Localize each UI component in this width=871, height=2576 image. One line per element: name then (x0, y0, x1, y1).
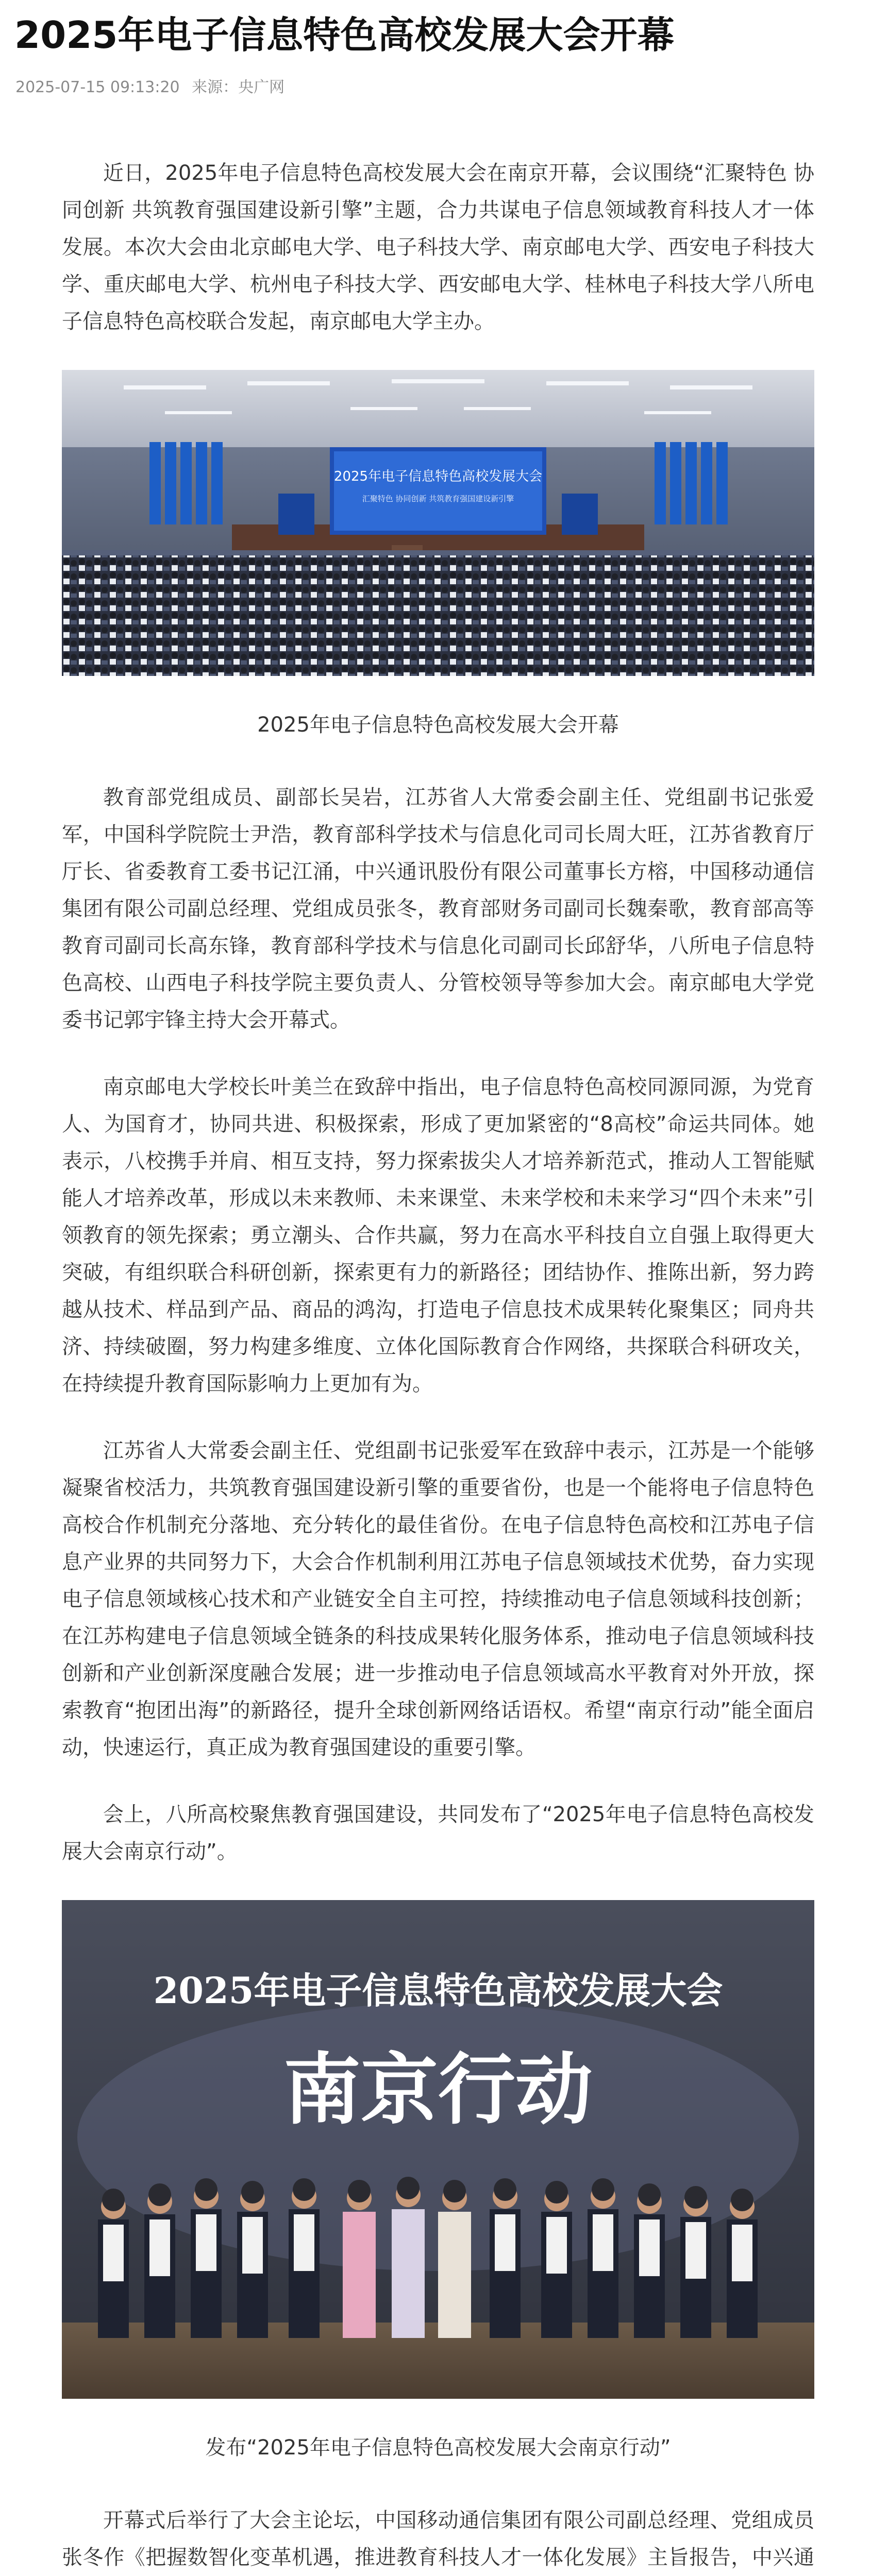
paragraph: 近日，2025年电子信息特色高校发展大会在南京开幕，会议围绕“汇聚特色 协同创新 共筑教育强国建设新引擎”主题，合力共谋电子信息领域教育科技人才一体发展。本次大会由北京邮电大学、电子科技大学、南京邮电大学、西安电子科技大学、重庆邮电大学、杭州电子科技大学、西安邮电大学、桂林电子科技大学八所电子信息特色高校联合发起，南京邮电大学主办。 (62, 161, 814, 333)
backdrop-title: 2025年电子信息特色高校发展大会 (153, 1969, 723, 2012)
figure-caption: 发布“2025年电子信息特色高校发展大会南京行动” (205, 2436, 671, 2460)
publish-datetime: 2025-07-15 09:13:20 (15, 78, 180, 96)
launch-photo (62, 1900, 814, 2399)
backdrop-headline: 南京行动 (283, 2044, 593, 2135)
screen-slogan: 汇聚特色 协同创新 共筑教育强国建设新引擎 (362, 494, 514, 503)
paragraph: 教育部党组成员、副部长吴岩，江苏省人大常委会副主任、党组副书记张爱军，中国科学院院士尹浩，教育部科学技术与信息化司司长周大旺，江苏省教育厅厅长、省委教育工委书记江涌，中兴通讯股份有限公司董事长方榕，中国移动通信集团有限公司副总经理、党组成员张冬，教育部财务司副司长魏秦歌，教育部高等教育司副司长高东锋，教育部科学技术与信息化司副司长邱舒华，八所电子信息特色高校、山西电子科技学院主要负责人、分管校领导等参加大会。南京邮电大学党委书记郭宇锋主持大会开幕式。 (62, 786, 814, 1032)
paragraph: 开幕式后举行了大会主论坛，中国移动通信集团有限公司副总经理、党组成员张冬作《把握数智化变革机遇，推进教育科技人才一体化发展》主旨报告，中兴通 (62, 2509, 814, 2569)
article-body (62, 155, 814, 2576)
article-title: 2025年电子信息特色高校发展大会开幕 (14, 13, 675, 57)
figure-caption: 2025年电子信息特色高校发展大会开幕 (257, 713, 619, 737)
article-source: 来源：央广网 (192, 78, 285, 96)
figure-venue (62, 370, 814, 743)
article-meta (15, 77, 292, 98)
paragraph: 江苏省人大常委会副主任、党组副书记张爱军在致辞中表示，江苏是一个能够凝聚省校活力，共筑教育强国建设新引擎的重要省份，也是一个能将电子信息特色高校合作机制充分落地、充分转化的最佳省份。在电子信息特色高校和江苏电子信息产业界的共同努力下，大会合作机制利用江苏电子信息领域技术优势，奋力实现电子信息领域核心技术和产业链安全自主可控，持续推动电子信息领域科技创新；在江苏构建电子信息领域全链条的科技成果转化服务体系，推动电子信息领域科技创新和产业创新深度融合发展；进一步推动电子信息领域高水平教育对外开放，探索教育“抱团出海”的新路径，提升全球创新网络话语权。希望“南京行动”能全面启动，快速运行，真正成为教育强国建设的重要引擎。 (62, 1439, 814, 1759)
screen-title: 2025年电子信息特色高校发展大会 (333, 469, 543, 484)
venue-photo (62, 370, 814, 676)
paragraph: 南京邮电大学校长叶美兰在致辞中指出，电子信息特色高校同源同源，为党育人、为国育才，协同共进、积极探索，形成了更加紧密的“8高校”命运共同体。她表示，八校携手并肩、相互支持，努力探索拔尖人才培养新范式，推动人工智能赋能人才培养改革，形成以未来教师、未来课堂、未来学校和未来学习“四个未来”引领教育的领先探索；勇立潮头、合作共赢，努力在高水平科技自立自强上取得更大突破，有组织联合科研创新，探索更有力的新路径；团结协作、推陈出新，努力跨越从技术、样品到产品、商品的鸿沟，打造电子信息技术成果转化聚集区；同舟共济、持续破圈，努力构建多维度、立体化国际教育合作网络，共探联合科研攻关，在持续提升教育国际影响力上更加有为。 (62, 1075, 814, 1396)
paragraph: 会上，八所高校聚焦教育强国建设，共同发布了“2025年电子信息特色高校发展大会南京行动”。 (62, 1803, 814, 1863)
figure-launch (62, 1900, 814, 2466)
